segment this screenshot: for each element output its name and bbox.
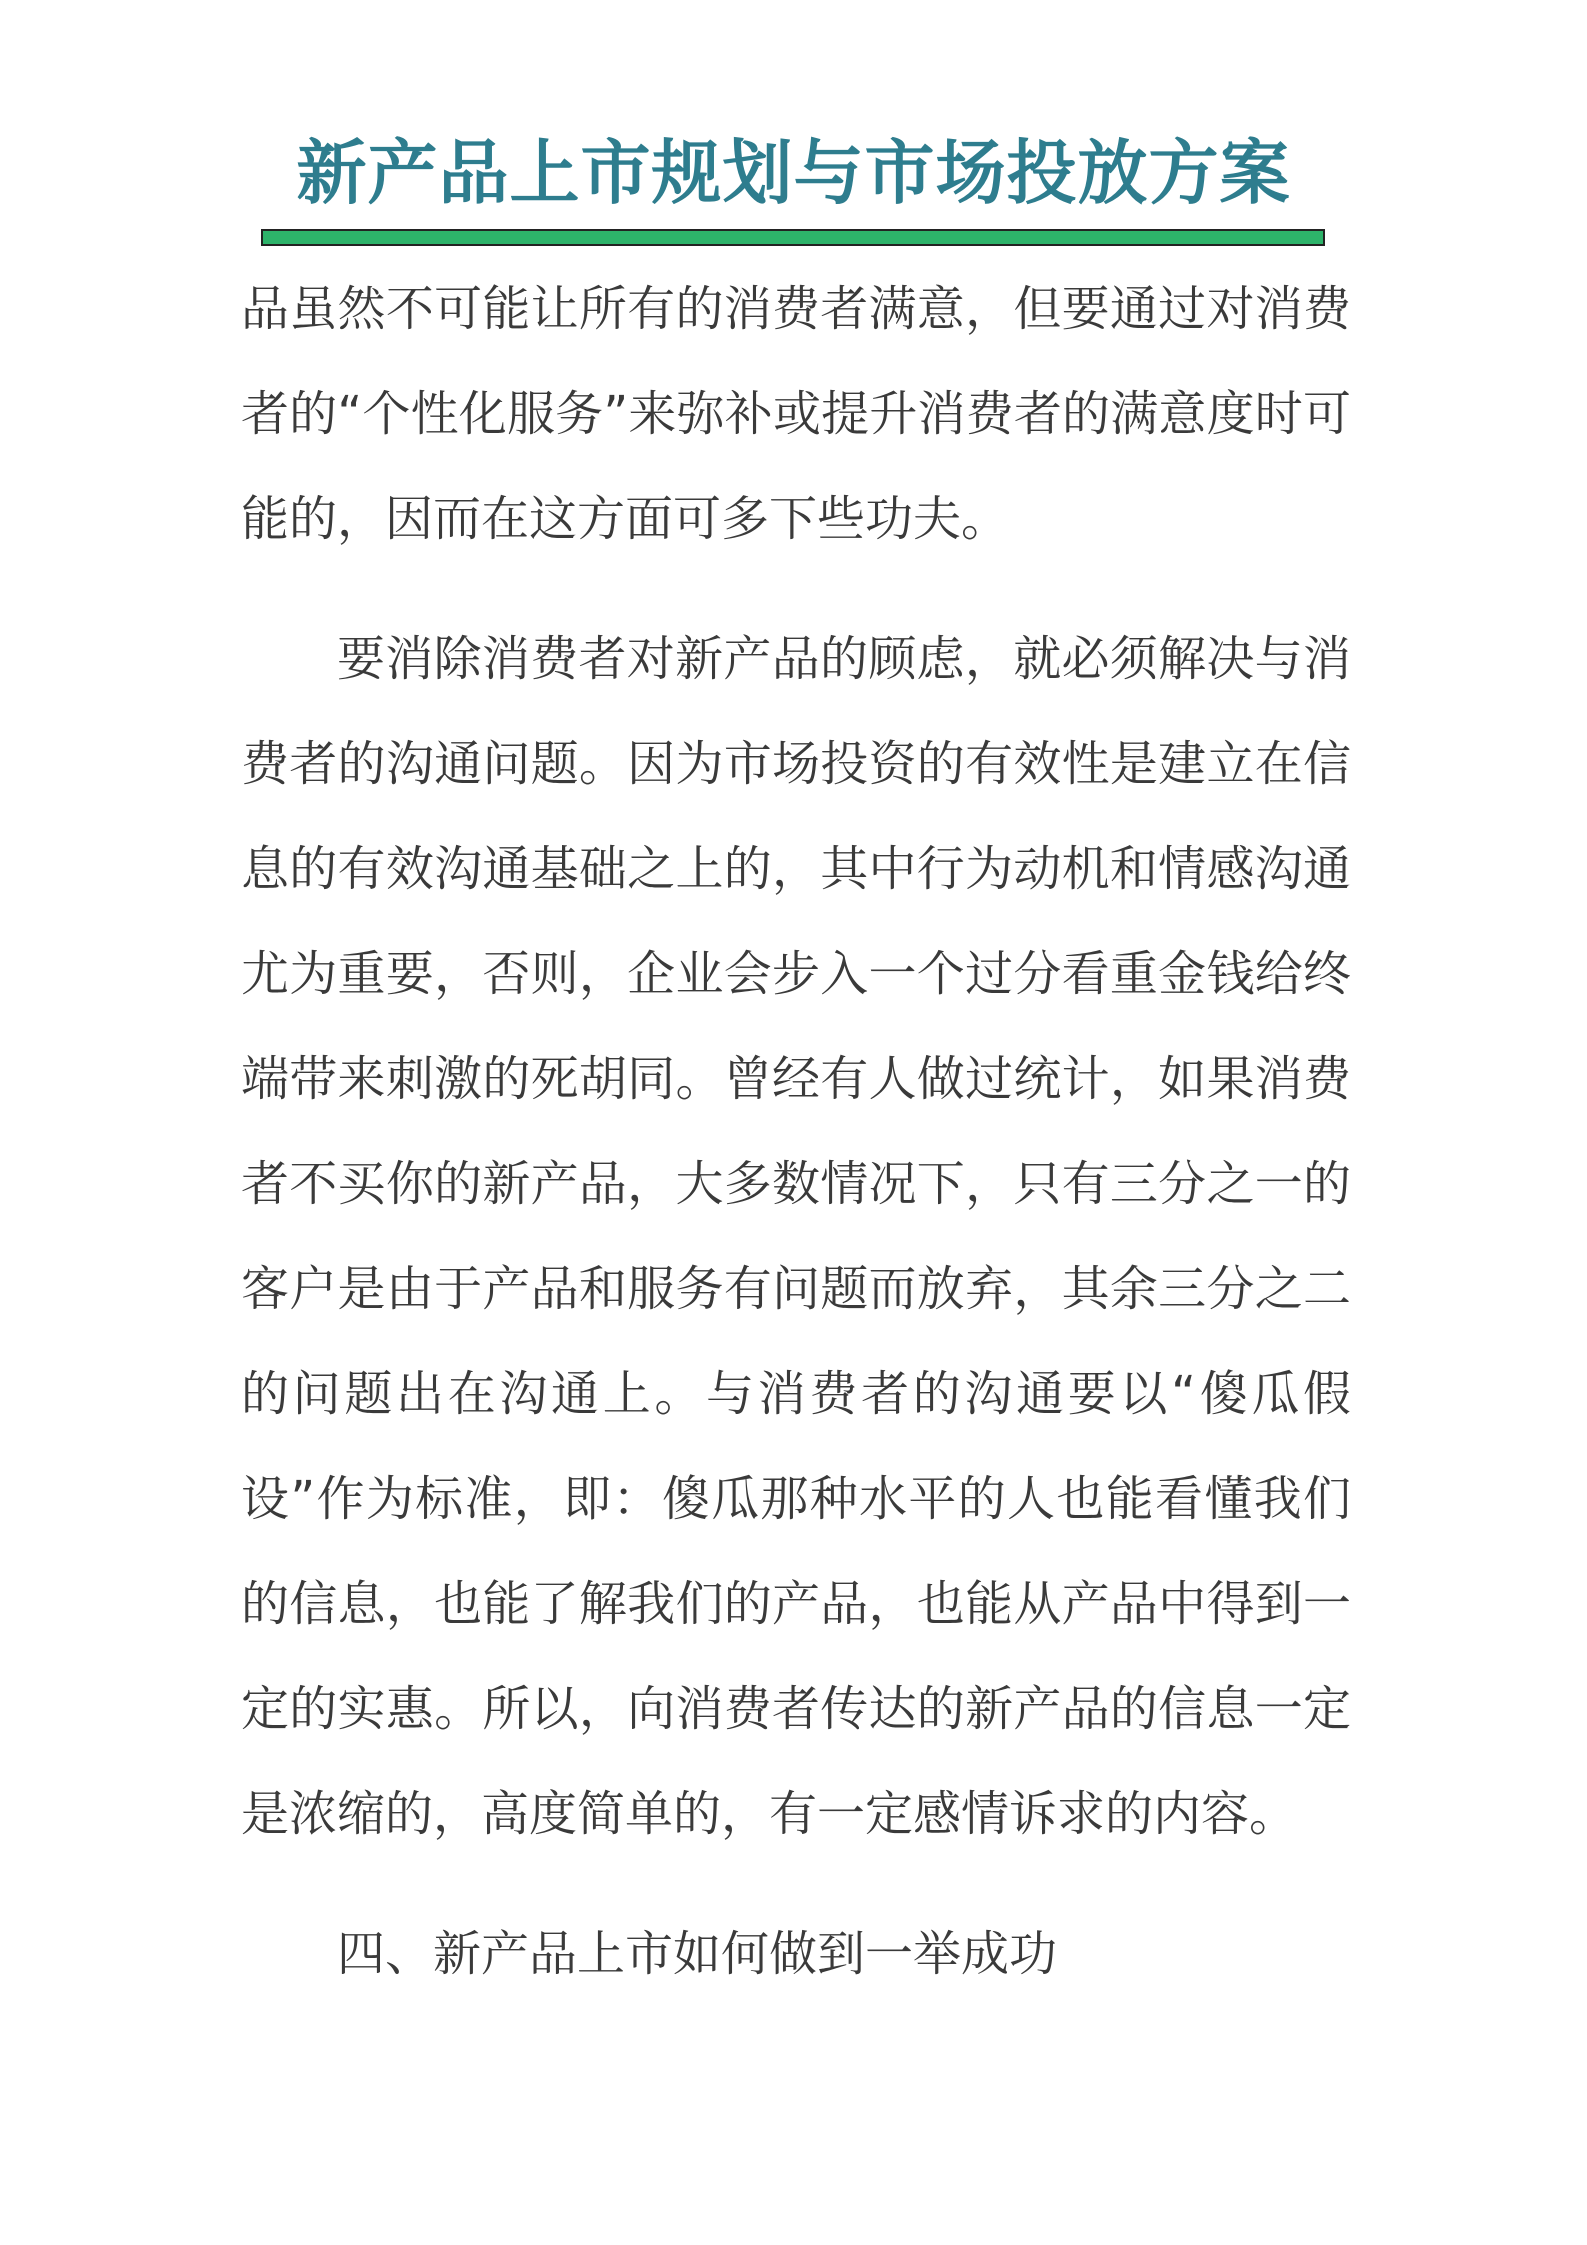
title-underline: [261, 229, 1325, 246]
paragraph-continuation: 品虽然不可能让所有的消费者满意，但要通过对消费者的“个性化服务”来弥补或提升消费者的满意度时可能的，因而在这方面可多下些功夫。: [241, 281, 1351, 547]
section-heading: 四、新产品上市如何做到一举成功: [337, 1926, 1058, 1982]
document-body: [241, 257, 1351, 2007]
paragraph-communication: 要消除消费者对新产品的顾虑，就必须解决与消费者的沟通问题。因为市场投资的有效性是建立在信息的有效沟通基础之上的，其中行为动机和情感沟通尤为重要，否则，企业会步入一个过分看重金钱给终端带来刺激的死胡同。曾经有人做过统计，如果消费者不买你的新产品，大多数情况下，只有三分之一的客户是由于产品和服务有问题而放弃，其余三分之二的问题出在沟通上。与消费者的沟通要以“傻瓜假设”作为标准，即：傻瓜那种水平的人也能看懂我们的信息，也能了解我们的产品，也能从产品中得到一定的实惠。所以，向消费者传达的新产品的信息一定是浓缩的，高度简单的，有一定感情诉求的内容。: [241, 631, 1351, 1842]
document-title: 新产品上市规划与市场投放方案: [296, 132, 1291, 214]
